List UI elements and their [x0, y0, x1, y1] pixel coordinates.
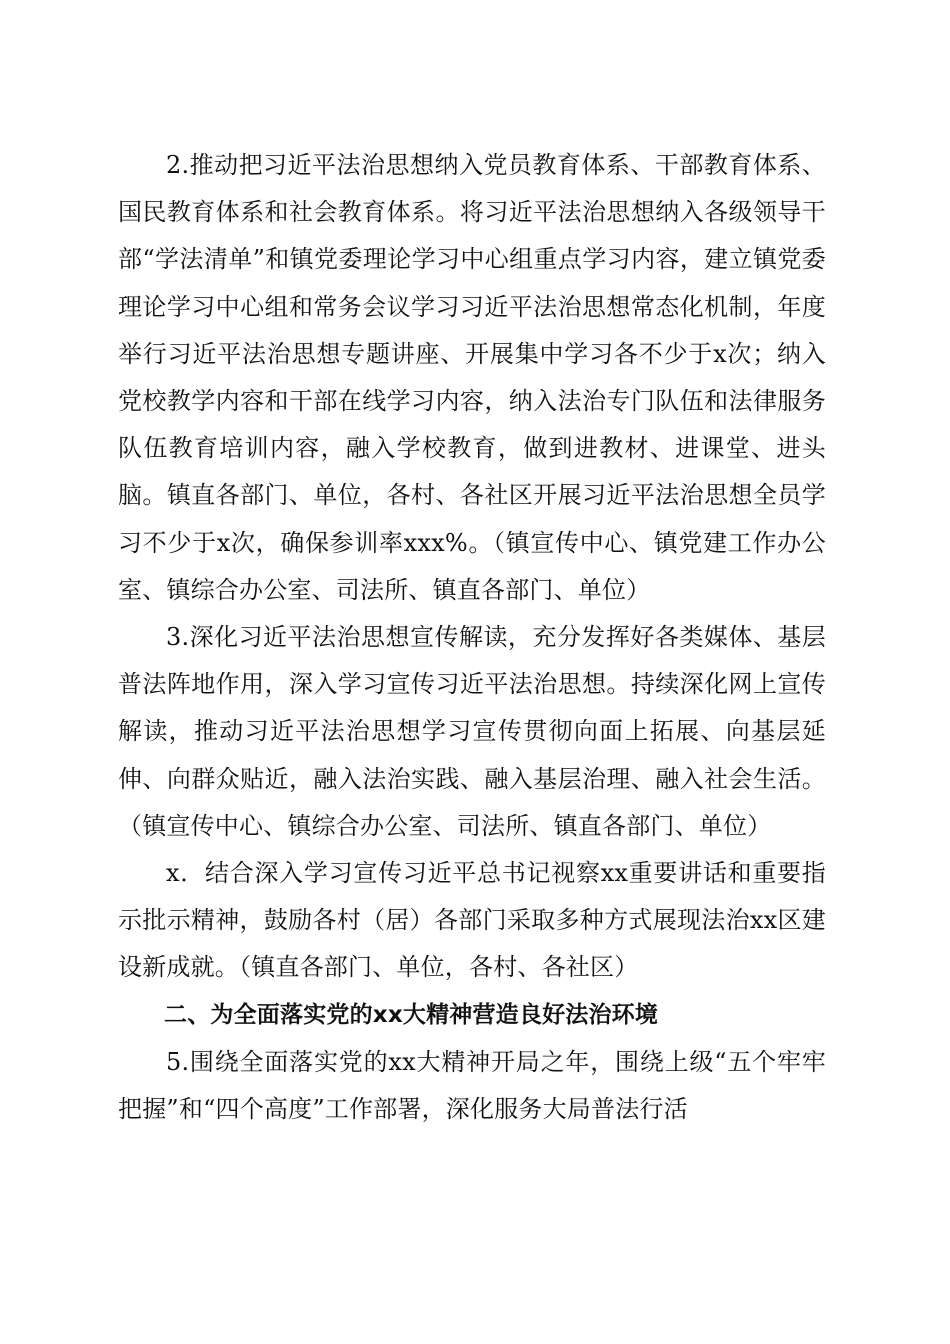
paragraph-x-inspection-spirit: x．结合深入学习宣传习近平总书记视察xx重要讲话和重要指示批示精神，鼓励各村（居）各部门采取多种方式展现法治xx区建设新成就。（镇直各部门、单位，各村、各社区） — [118, 859, 826, 982]
paragraph-5-implementation: 5.围绕全面落实党的xx大精神开局之年，围绕上级“五个牢牢把握”和“四个高度”工作部署，深化服务大局普法行活 — [118, 1047, 826, 1124]
paragraph-3-law-thought-publicity: 3.深化习近平法治思想宣传解读，充分发挥好各类媒体、基层普法阵地作用，深入学习宣传习近平法治思想。持续深化网上宣传解读，推动习近平法治思想学习宣传贯彻向面上拓展、向基层延伸、向群众贴近，融入法治实践、融入基层治理、融入社会生活。（镇宣传中心、镇综合办公室、司法所、镇直各部门、单位） — [118, 623, 826, 840]
paragraph-2-law-thought-education: 2.推动把习近平法治思想纳入党员教育体系、干部教育体系、国民教育体系和社会教育体系。将习近平法治思想纳入各级领导干部“学法清单”和镇党委理论学习中心组重点学习内容，建立镇党委理论学习中心组和常务会议学习习近平法治思想常态化机制，年度举行习近平法治思想专题讲座、开展集中学习各不少于x次；纳入党校教学内容和干部在线学习内容，纳入法治专门队伍和法律服务队伍教育培训内容，融入学校教育，做到进教材、进课堂、进头脑。镇直各部门、单位，各村、各社区开展习近平法治思想全员学习不少于x次，确保参训率xxx%。（镇宣传中心、镇党建工作办公室、镇综合办公室、司法所、镇直各部门、单位） — [118, 151, 826, 604]
section-heading-2: 二、为全面落实党的xx大精神营造良好法治环境 — [164, 1001, 659, 1028]
document-body — [118, 142, 826, 1133]
